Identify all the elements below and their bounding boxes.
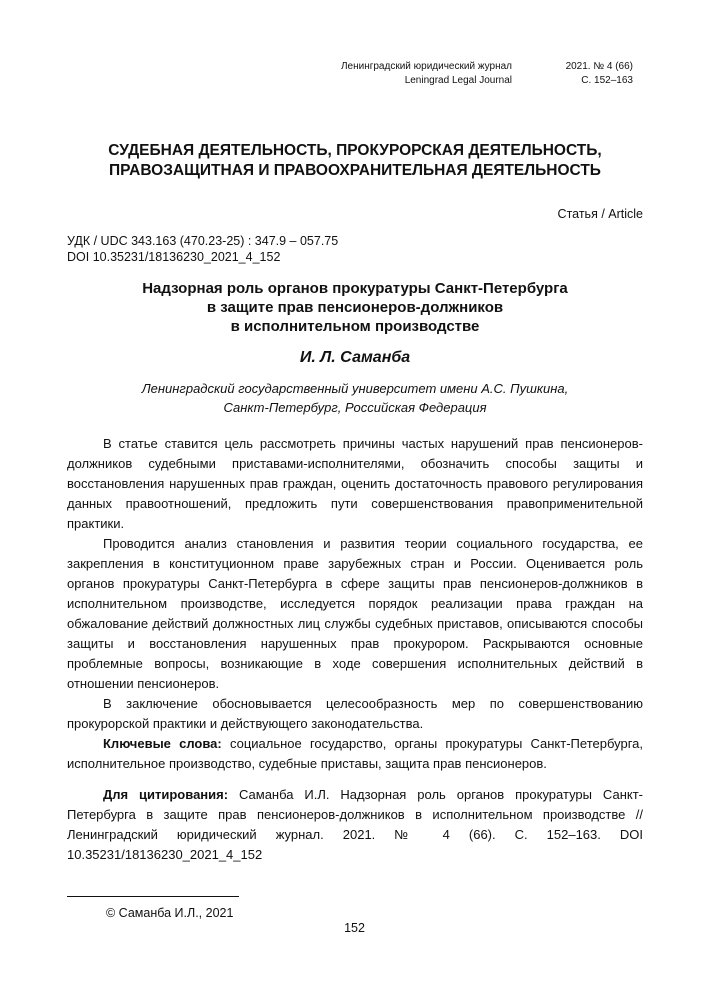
footnote-divider xyxy=(67,896,239,897)
abstract-paragraph-2: Проводится анализ становления и развития теории социального государства, ее закрепления в конституционном праве зарубежных стран и России. Оценивается роль органов прокуратуры Санкт-Петербурга в сфере защиты прав пенсионеров-должников в исполнительном производстве, исследуется порядок реализации права граждан на обжалование действий должностных лиц службы судебных приставов, описываются способы защиты и восстановления нарушенных прав прокурором. Раскрываются основные проблемные вопросы, возникающие в ходе совершения исполнительных действий в отношении пенсионеров. xyxy=(67,536,643,691)
affiliation-line-1: Ленинградский государственный университет имени А.С. Пушкина, xyxy=(141,381,569,396)
abstract-paragraph-1: В статье ставится цель рассмотреть причины частых нарушений прав пенсионеров-должников судебными приставами-исполнителями, обозначить способы защиты и восстановления нарушенных прав граждан, оценить достаточность правового регулирования данных правоотношений, предложить пути совершенствования правоприменительной практики. xyxy=(67,436,643,531)
journal-name-en: Leningrad Legal Journal xyxy=(404,75,512,86)
section-title xyxy=(40,141,670,181)
section-title-line-1: СУДЕБНАЯ ДЕЯТЕЛЬНОСТЬ, ПРОКУРОРСКАЯ ДЕЯТЕЛЬНОСТЬ, xyxy=(108,142,602,159)
affiliation xyxy=(60,379,650,417)
page-number: 152 xyxy=(344,921,365,935)
journal-name-ru: Ленинградский юридический журнал xyxy=(340,61,512,72)
running-header-issue xyxy=(566,60,633,88)
keywords xyxy=(67,734,643,774)
citation xyxy=(67,785,643,865)
section-title-line-2: ПРАВОЗАЩИТНАЯ И ПРАВООХРАНИТЕЛЬНАЯ ДЕЯТЕЛЬНОСТЬ xyxy=(109,162,601,179)
article-title-line-1: Надзорная роль органов прокуратуры Санкт-Петербурга xyxy=(142,280,568,297)
identifiers xyxy=(67,233,338,265)
affiliation-line-2: Санкт-Петербург, Российская Федерация xyxy=(223,400,487,415)
keywords-text: социальное государство, органы прокуратуры Санкт-Петербурга, исполнительное производство, судебные приставы, защита прав пенсионеров. xyxy=(67,736,644,771)
article-title xyxy=(60,279,650,336)
running-header-journal xyxy=(341,60,512,88)
article-title-line-3: в исполнительном производстве xyxy=(230,318,480,335)
keywords-label: Ключевые слова: xyxy=(103,736,222,751)
abstract xyxy=(67,434,643,865)
author-name: И. Л. Саманба xyxy=(299,349,411,366)
udc-code: УДК / UDC 343.163 (470.23-25) : 347.9 – 057.75 xyxy=(67,234,339,248)
article-title-line-2: в защите прав пенсионеров-должников xyxy=(206,299,504,316)
doi: DOI 10.35231/18136230_2021_4_152 xyxy=(67,250,281,264)
copyright: © Саманба И.Л., 2021 xyxy=(106,906,234,920)
citation-text: Саманба И.Л. Надзорная роль органов прокуратуры Санкт-Петербурга в защите прав пенсионеров-должников в исполнительном производстве // Ленинградский юридический журнал. 2021. № 4 (66). С. 152–163. DOI 10.35231/18136230_2021_4_152 xyxy=(67,787,643,862)
article-type: Статья / Article xyxy=(557,207,643,221)
issue-number: 2021. № 4 (66) xyxy=(565,61,633,72)
abstract-paragraph-3: В заключение обосновывается целесообразность мер по совершенствованию прокурорской практики и действующего законодательства. xyxy=(67,696,643,731)
citation-label: Для цитирования: xyxy=(103,787,229,802)
page-range: С. 152–163 xyxy=(581,75,633,86)
